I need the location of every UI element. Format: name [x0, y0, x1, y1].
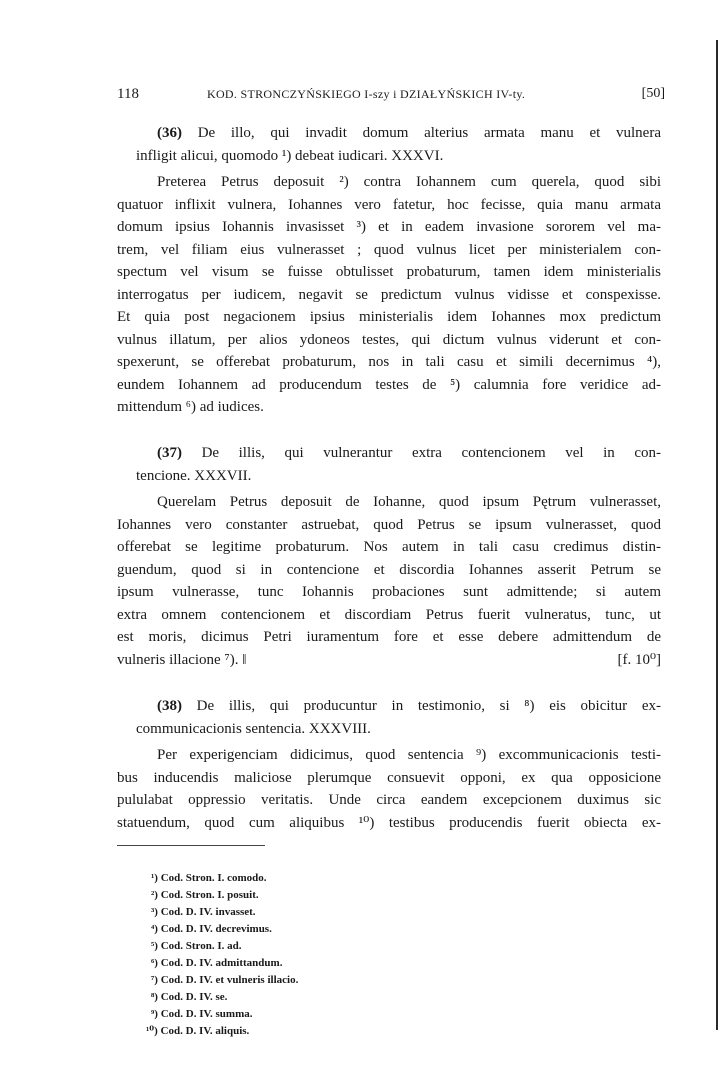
section-38-body-line: bus inducendis maliciose plerumque consuevit opponi, ex qua opposicione: [117, 770, 661, 786]
section-36-number: (36): [157, 125, 182, 141]
section-36-body-line: Et quia post negacionem ipsius ministerialis idem Iohannes mox predictum: [117, 309, 661, 325]
footnote: ¹⁰) Cod. D. IV. aliquis.: [146, 1025, 250, 1037]
section-38-body-line: pululabat oppressio veritatis. Unde circa eandem excepcionem duximus sic: [117, 792, 661, 808]
footnote: ⁸) Cod. D. IV. se.: [151, 991, 228, 1003]
running-title: KOD. STRONCZYŃSKIEGO I-szy i DZIAŁYŃSKICH IV-ty.: [207, 87, 526, 101]
footnote: ¹) Cod. Stron. I. comodo.: [151, 872, 267, 884]
section-38-number: (38): [157, 698, 182, 714]
section-36-body-line: spexerunt, se offerebat probaturum, nos in tali casu et simili decernimus ⁴),: [117, 354, 661, 370]
section-number: [50]: [641, 86, 665, 101]
section-37-heading-text: De illis, qui vulnerantur extra contencionem vel in con-: [182, 445, 661, 461]
section-37-body-line: Querelam Petrus deposuit de Iohanne, quod ipsum Pętrum vulnerasset,: [157, 494, 661, 510]
footnote: ²) Cod. Stron. I. posuit.: [151, 889, 259, 901]
page-edge-line: [716, 40, 718, 1030]
section-37-body-line: Iohannes vero constanter astruebat, quod Petrus se ipsum vulnerasset, quod: [117, 517, 661, 533]
section-36-body-line: spectum vel visum se fuisse obtulisset probaturum, tamen idem ministerialis: [117, 264, 661, 280]
section-36-body-line: domum ipsius Iohannis invasisset ³) et in eadem invasione sororem vel ma-: [117, 219, 661, 235]
section-38-body-line: Per experigenciam didicimus, quod sentencia ⁹) excommunicacionis testi-: [157, 747, 661, 763]
section-37-number: (37): [157, 445, 182, 461]
section-36-body-line: interrogatus per iudicem, negavit se predictum vulnus vidisse et conspexisse.: [117, 287, 661, 303]
section-37-body-last: vulneris illacione ⁷). ‖: [117, 652, 247, 668]
section-37-body-line: extra omnem contencionem et discordiam Petrus fuerit vulneratus, tunc, ut: [117, 607, 661, 623]
section-36-body-line: Preterea Petrus deposuit ²) contra Iohannem cum querela, quod sibi: [157, 174, 661, 190]
section-38-heading-text: De illis, qui producuntur in testimonio, si ⁸) eis obicitur ex-: [182, 698, 661, 714]
section-37-body-line: guendum, quod si in contencione et discordia Iohannes asserit Petrum se: [117, 562, 661, 578]
footnote: ⁵) Cod. Stron. I. ad.: [151, 940, 242, 952]
section-37-heading-line-2: tencione. XXXVII.: [136, 468, 252, 484]
footnote: ⁹) Cod. D. IV. summa.: [151, 1008, 253, 1020]
section-38-heading-line-1: [157, 695, 661, 717]
section-38-body-line: statuendum, quod cum aliquibus ¹⁰) testibus producendis fuerit obiecta ex-: [117, 815, 661, 831]
section-36-body-line: quatuor inflixit vulnera, Iohannes vero fatetur, hoc fecisse, quia manu armata: [117, 197, 661, 213]
footnote: ³) Cod. D. IV. invasset.: [151, 906, 256, 918]
section-36-heading-text: De illo, qui invadit domum alterius armata manu et vulnera: [182, 125, 661, 141]
section-36-body-line: vulnus illatum, per alios ydoneos testes, qui dictum vulnus viderunt et con-: [117, 332, 661, 348]
page-number: 118: [117, 86, 139, 102]
folio-marker: [f. 10⁰]: [617, 652, 661, 668]
section-37-body-line: [117, 649, 661, 671]
section-38-heading-line-2: communicacionis sentencia. XXXVIII.: [136, 721, 371, 737]
footnote: ⁴) Cod. D. IV. decrevimus.: [151, 923, 272, 935]
footnote-separator: [117, 845, 265, 846]
section-36-heading-line-2: infligit alicui, quomodo ¹) debeat iudicari. XXXVI.: [136, 148, 444, 164]
footnote: ⁷) Cod. D. IV. et vulneris illacio.: [151, 974, 299, 986]
section-36-body-line: mittendum ⁶) ad iudices.: [117, 399, 264, 415]
section-36-body-line: trem, vel filiam eius vulnerasset ; quod vulnus licet per ministerialem con-: [117, 242, 661, 258]
footnote: ⁶) Cod. D. IV. admittandum.: [151, 957, 283, 969]
section-36-heading-line-1: [157, 122, 661, 144]
section-36-body-line: eundem Iohannem ad producendum testes de ⁵) calumnia fore veridice ad-: [117, 377, 661, 393]
section-37-body-line: offerebat se legitime probaturum. Nos autem in tali casu credimus distin-: [117, 539, 661, 555]
section-37-body-line: est moris, dicimus Petri iuramentum fore et esse debere admittendum de: [117, 629, 661, 645]
section-37-body-line: ipsum vulnerasse, tunc Iohannis probaciones sunt admittende; si autem: [117, 584, 661, 600]
running-header: [117, 86, 665, 106]
section-37-heading-line-1: [157, 442, 661, 464]
